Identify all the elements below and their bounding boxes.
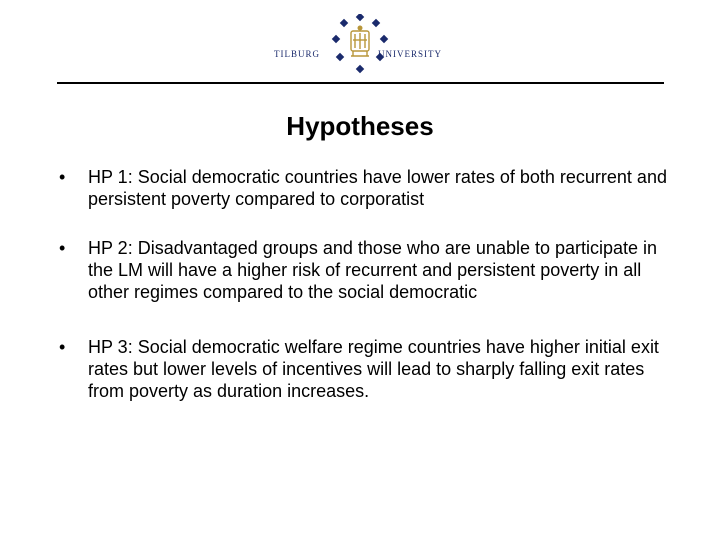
hypotheses-list <box>57 166 667 429</box>
slide-title <box>0 110 720 142</box>
hypothesis-text-1: HP 1: Social democratic countries have lower rates of both recurrent and persistent poverty compared to corporatist <box>88 167 667 209</box>
crest-icon <box>320 14 400 76</box>
hypothesis-text-2: HP 2: Disadvantaged groups and those who are unable to participate in the LM will have a higher risk of recurrent and persistent poverty in all other regimes compared to the social democratic <box>88 238 658 302</box>
hypothesis-item-3 <box>57 336 667 402</box>
logo-left-word: TILBURG <box>274 49 320 59</box>
hypothesis-text-3: HP 3: Social democratic welfare regime countries have higher initial exit rates but lower levels of incentives will lead to sharply falling exit rates from poverty as duration increases. <box>88 337 659 401</box>
hypothesis-item-2 <box>57 237 667 303</box>
bullet-icon: • <box>59 238 66 258</box>
bullet-icon: • <box>59 337 66 357</box>
university-logo <box>270 14 450 76</box>
hypothesis-item-1 <box>57 166 667 210</box>
slide-title-text: Hypotheses <box>286 111 434 141</box>
bullet-icon: • <box>59 167 66 187</box>
logo-right-word: UNIVERSITY <box>378 49 442 59</box>
header-divider <box>57 82 664 84</box>
